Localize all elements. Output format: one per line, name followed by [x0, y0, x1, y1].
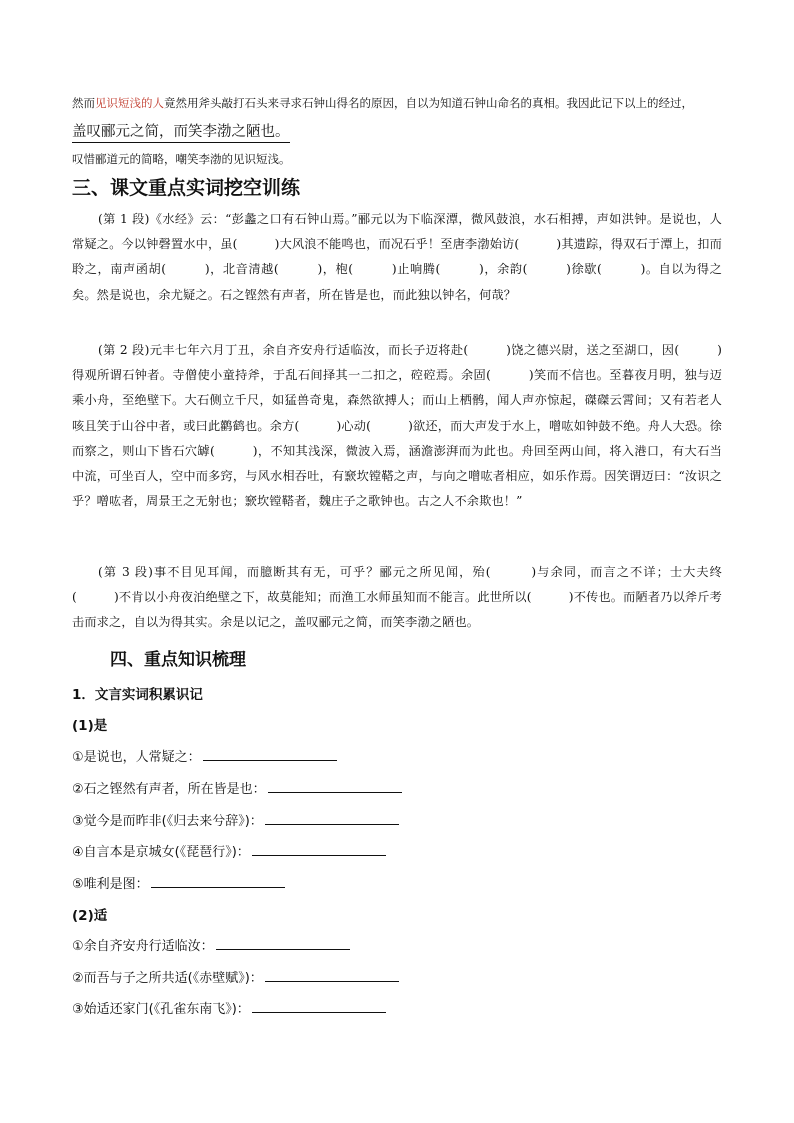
- intro-translation: 叹惜郦道元的简略，嘲笑李渤的见识短浅。: [72, 152, 291, 166]
- exercise-item: ②石之铿然有声者，所在皆是也：: [72, 778, 402, 797]
- intro-quote: 盖叹郦元之简，而笑李渤之陋也。: [72, 120, 290, 143]
- exercise-item: ⑤唯利是图：: [72, 873, 285, 892]
- answer-blank[interactable]: [268, 778, 402, 793]
- answer-blank[interactable]: [252, 841, 386, 856]
- section3-paragraph-1: (第 1 段)《水经》云：“彭蠡之口有石钟山焉。”郦元以为下临深潭，微风鼓浪，水石相搏，声如洪钟。是说也，人常疑之。今以钟磬置水中，虽( )大风浪不能鸣也，而况石乎！至唐李渤始访( )其遗踪，得双石于潭上，扣而聆之，南声函胡( )，北音清越( )，枹( )止响腾( )，余韵( )徐歇( )。自以为得之矣。然是说也，余尤疑之。石之铿然有声者，所在皆是也，而此独以钟名，何哉？: [72, 212, 722, 302]
- answer-blank[interactable]: [216, 935, 350, 950]
- exercise-item: ①余自齐安舟行适临汝：: [72, 935, 350, 954]
- exercise-item: ③觉今是而昨非(《归去来兮辞》)：: [72, 810, 399, 829]
- intro-highlight: 见识短浅的人: [95, 96, 164, 110]
- intro-rest: 竟然用斧头敲打石头来寻求石钟山得名的原因，自以为知道石钟山命名的真相。我因此记下以上的经过，: [164, 96, 693, 110]
- intro-prefix: 然而: [72, 96, 95, 110]
- intro-line: [72, 95, 693, 111]
- section4-title: 四、重点知识梳理: [110, 650, 246, 670]
- answer-blank[interactable]: [203, 746, 337, 761]
- section3-paragraph-2: (第 2 段)元丰七年六月丁丑，余自齐安舟行适临汝，而长子迈将赴( )饶之德兴尉，送之至湖口，因( )得观所谓石钟者。寺僧使小童持斧，于乱石间择其一二扣之，硿硿焉。余固( )笑而不信也。至暮夜月明，独与迈乘小舟，至绝壁下。大石侧立千尺，如猛兽奇鬼，森然欲搏人；而山上栖鹘，闻人声亦惊起，磔磔云霄间；又有若老人咳且笑于山谷中者，或曰此鹳鹤也。余方( )心动( )欲还，而大声发于水上，噌吰如钟鼓不绝。舟人大恐。徐而察之，则山下皆石穴罅( )，不知其浅深，微波入焉，涵澹澎湃而为此也。舟回至两山间，将入港口，有大石当中流，可坐百人，空中而多窍，与风水相吞吐，有窾坎镗鞳之声，与向之噌吰者相应，如乐作焉。因笑谓迈曰：“汝识之乎？噌吰者，周景王之无射也；窾坎镗鞳者，魏庄子之歌钟也。古之人不余欺也！”: [72, 343, 722, 509]
- answer-blank[interactable]: [265, 967, 399, 982]
- group-label-shi2: (2)适: [72, 908, 108, 924]
- exercise-item: ④自言本是京城女(《琵琶行》)：: [72, 841, 386, 860]
- group-label-shi: (1)是: [72, 718, 108, 734]
- section4-subtitle: 1．文言实词积累识记: [72, 687, 203, 703]
- exercise-item: ②而吾与子之所共适(《赤壁赋》)：: [72, 967, 399, 986]
- answer-blank[interactable]: [252, 998, 386, 1013]
- exercise-item: ③始适还家门(《孔雀东南飞》)：: [72, 998, 386, 1017]
- answer-blank[interactable]: [265, 810, 399, 825]
- section3-paragraph-3: (第 3 段)事不目见耳闻，而臆断其有无，可乎？郦元之所见闻，殆( )与余同，而言之不详；士大夫终( )不肯以小舟夜泊绝壁之下，故莫能知；而渔工水师虽知而不能言。此世所以( )不传也。而陋者乃以斧斤考击而求之，自以为得其实。余是以记之，盖叹郦元之简，而笑李渤之陋也。: [72, 565, 722, 630]
- exercise-item: ①是说也，人常疑之：: [72, 746, 337, 765]
- answer-blank[interactable]: [151, 873, 285, 888]
- section3-title: 三、课文重点实词挖空训练: [72, 177, 301, 199]
